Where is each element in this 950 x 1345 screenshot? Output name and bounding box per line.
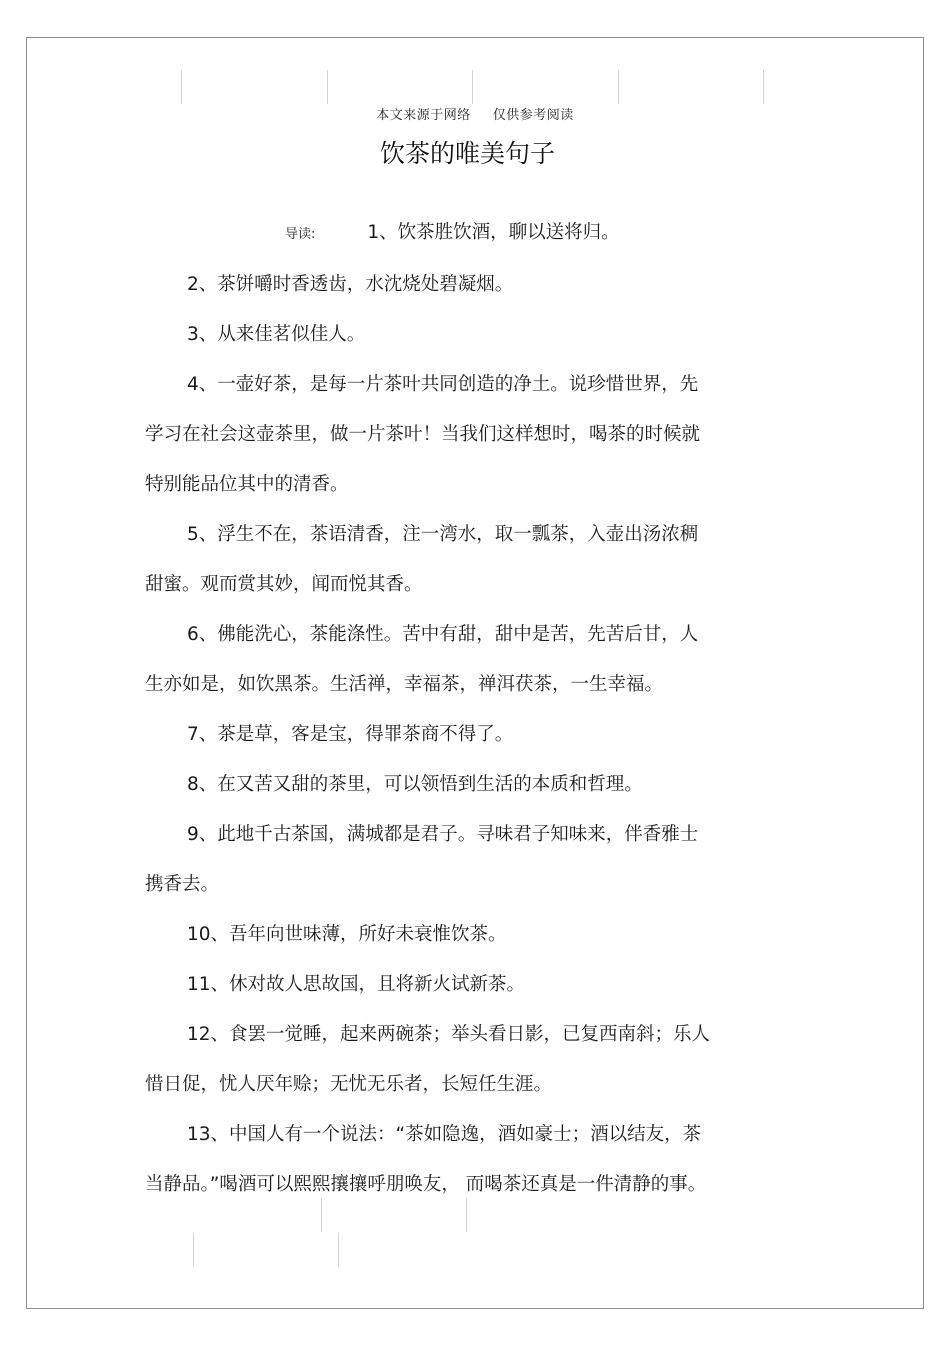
tick-mark xyxy=(181,70,182,104)
paragraph-line: 携香去。 xyxy=(145,874,220,895)
paragraph xyxy=(145,510,785,610)
paragraph-line: 7、茶是草，客是宝，得罪茶商不得了。 xyxy=(187,724,514,745)
paragraph-line: 6、佛能洗心，茶能涤性。苦中有甜，甜中是苦，先苦后甘，人 xyxy=(187,624,699,645)
paragraph-line: 13、中国人有一个说法：“茶如隐逸，酒如豪士；酒以结友，茶 xyxy=(187,1124,702,1145)
paragraph-line: 12、食罢一觉睡，起来两碗茶；举头看日影，已复西南斜；乐人 xyxy=(187,1024,711,1045)
paragraph-line: 生亦如是，如饮黑茶。生活禅，幸福茶，禅洱茯茶，一生幸福。 xyxy=(145,674,664,695)
paragraph-line: 特别能品位其中的清香。 xyxy=(145,474,349,495)
paragraph xyxy=(145,910,785,960)
tick-mark xyxy=(763,70,764,104)
paragraph-line: 2、茶饼嚼时香透齿，水沈烧处碧凝烟。 xyxy=(187,274,514,295)
paragraph-line: 4、一壶好茶，是每一片茶叶共同创造的净土。说珍惜世界，先 xyxy=(187,374,699,395)
paragraph-line: 11、休对故人思故国，且将新火试新茶。 xyxy=(187,974,526,995)
paragraph xyxy=(145,810,785,910)
paragraph xyxy=(145,960,785,1010)
paragraph xyxy=(145,260,785,310)
paragraph-line: 3、从来佳茗似佳人。 xyxy=(187,324,366,345)
paragraph xyxy=(145,760,785,810)
paragraph-line: 学习在社会这壶茶里，做一片茶叶！当我们这样想时，喝茶的时候就 xyxy=(145,424,701,445)
source-note: 本文来源于网络 xyxy=(376,108,471,123)
reference-note: 仅供参考阅读 xyxy=(492,108,574,123)
paragraph xyxy=(145,1010,785,1110)
paragraph-line: 8、在又苦又甜的茶里，可以领悟到生活的本质和哲理。 xyxy=(187,774,643,795)
paragraph-line: 5、浮生不在，茶语清香，注一湾水，取一瓢茶，入壶出汤浓稠 xyxy=(187,524,699,545)
paragraph-line: 9、此地千古茶国，满城都是君子。寻味君子知味来，伴香雅士 xyxy=(187,824,699,845)
tick-mark xyxy=(618,70,619,104)
paragraph xyxy=(145,710,785,760)
document-title: 饮茶的唯美句子 xyxy=(379,139,555,168)
paragraph xyxy=(145,610,785,710)
tick-mark xyxy=(338,1233,339,1267)
paragraph-line: 1、饮茶胜饮酒，聊以送将归。 xyxy=(367,222,620,243)
lead-label: 导读: xyxy=(285,227,316,242)
header-note xyxy=(0,104,950,123)
paragraph-line: 甜蜜。观而赏其妙，闻而悦其香。 xyxy=(145,574,423,595)
paragraph-line: 当静品。”喝酒可以熙熙攘攘呼朋唤友， 而喝茶还真是一件清静的事。 xyxy=(145,1174,707,1195)
paragraph xyxy=(145,310,785,360)
paragraph xyxy=(145,360,785,510)
tick-mark xyxy=(472,70,473,104)
paragraph-line: 10、吾年向世味薄，所好未衰惟饮茶。 xyxy=(187,924,507,945)
tick-mark xyxy=(327,70,328,104)
paragraph xyxy=(145,1110,785,1210)
paragraph xyxy=(145,208,785,260)
paragraph-line: 惜日促，忧人厌年赊；无忧无乐者，长短任生涯。 xyxy=(145,1074,553,1095)
document-body xyxy=(145,208,785,1210)
tick-mark xyxy=(193,1233,194,1267)
